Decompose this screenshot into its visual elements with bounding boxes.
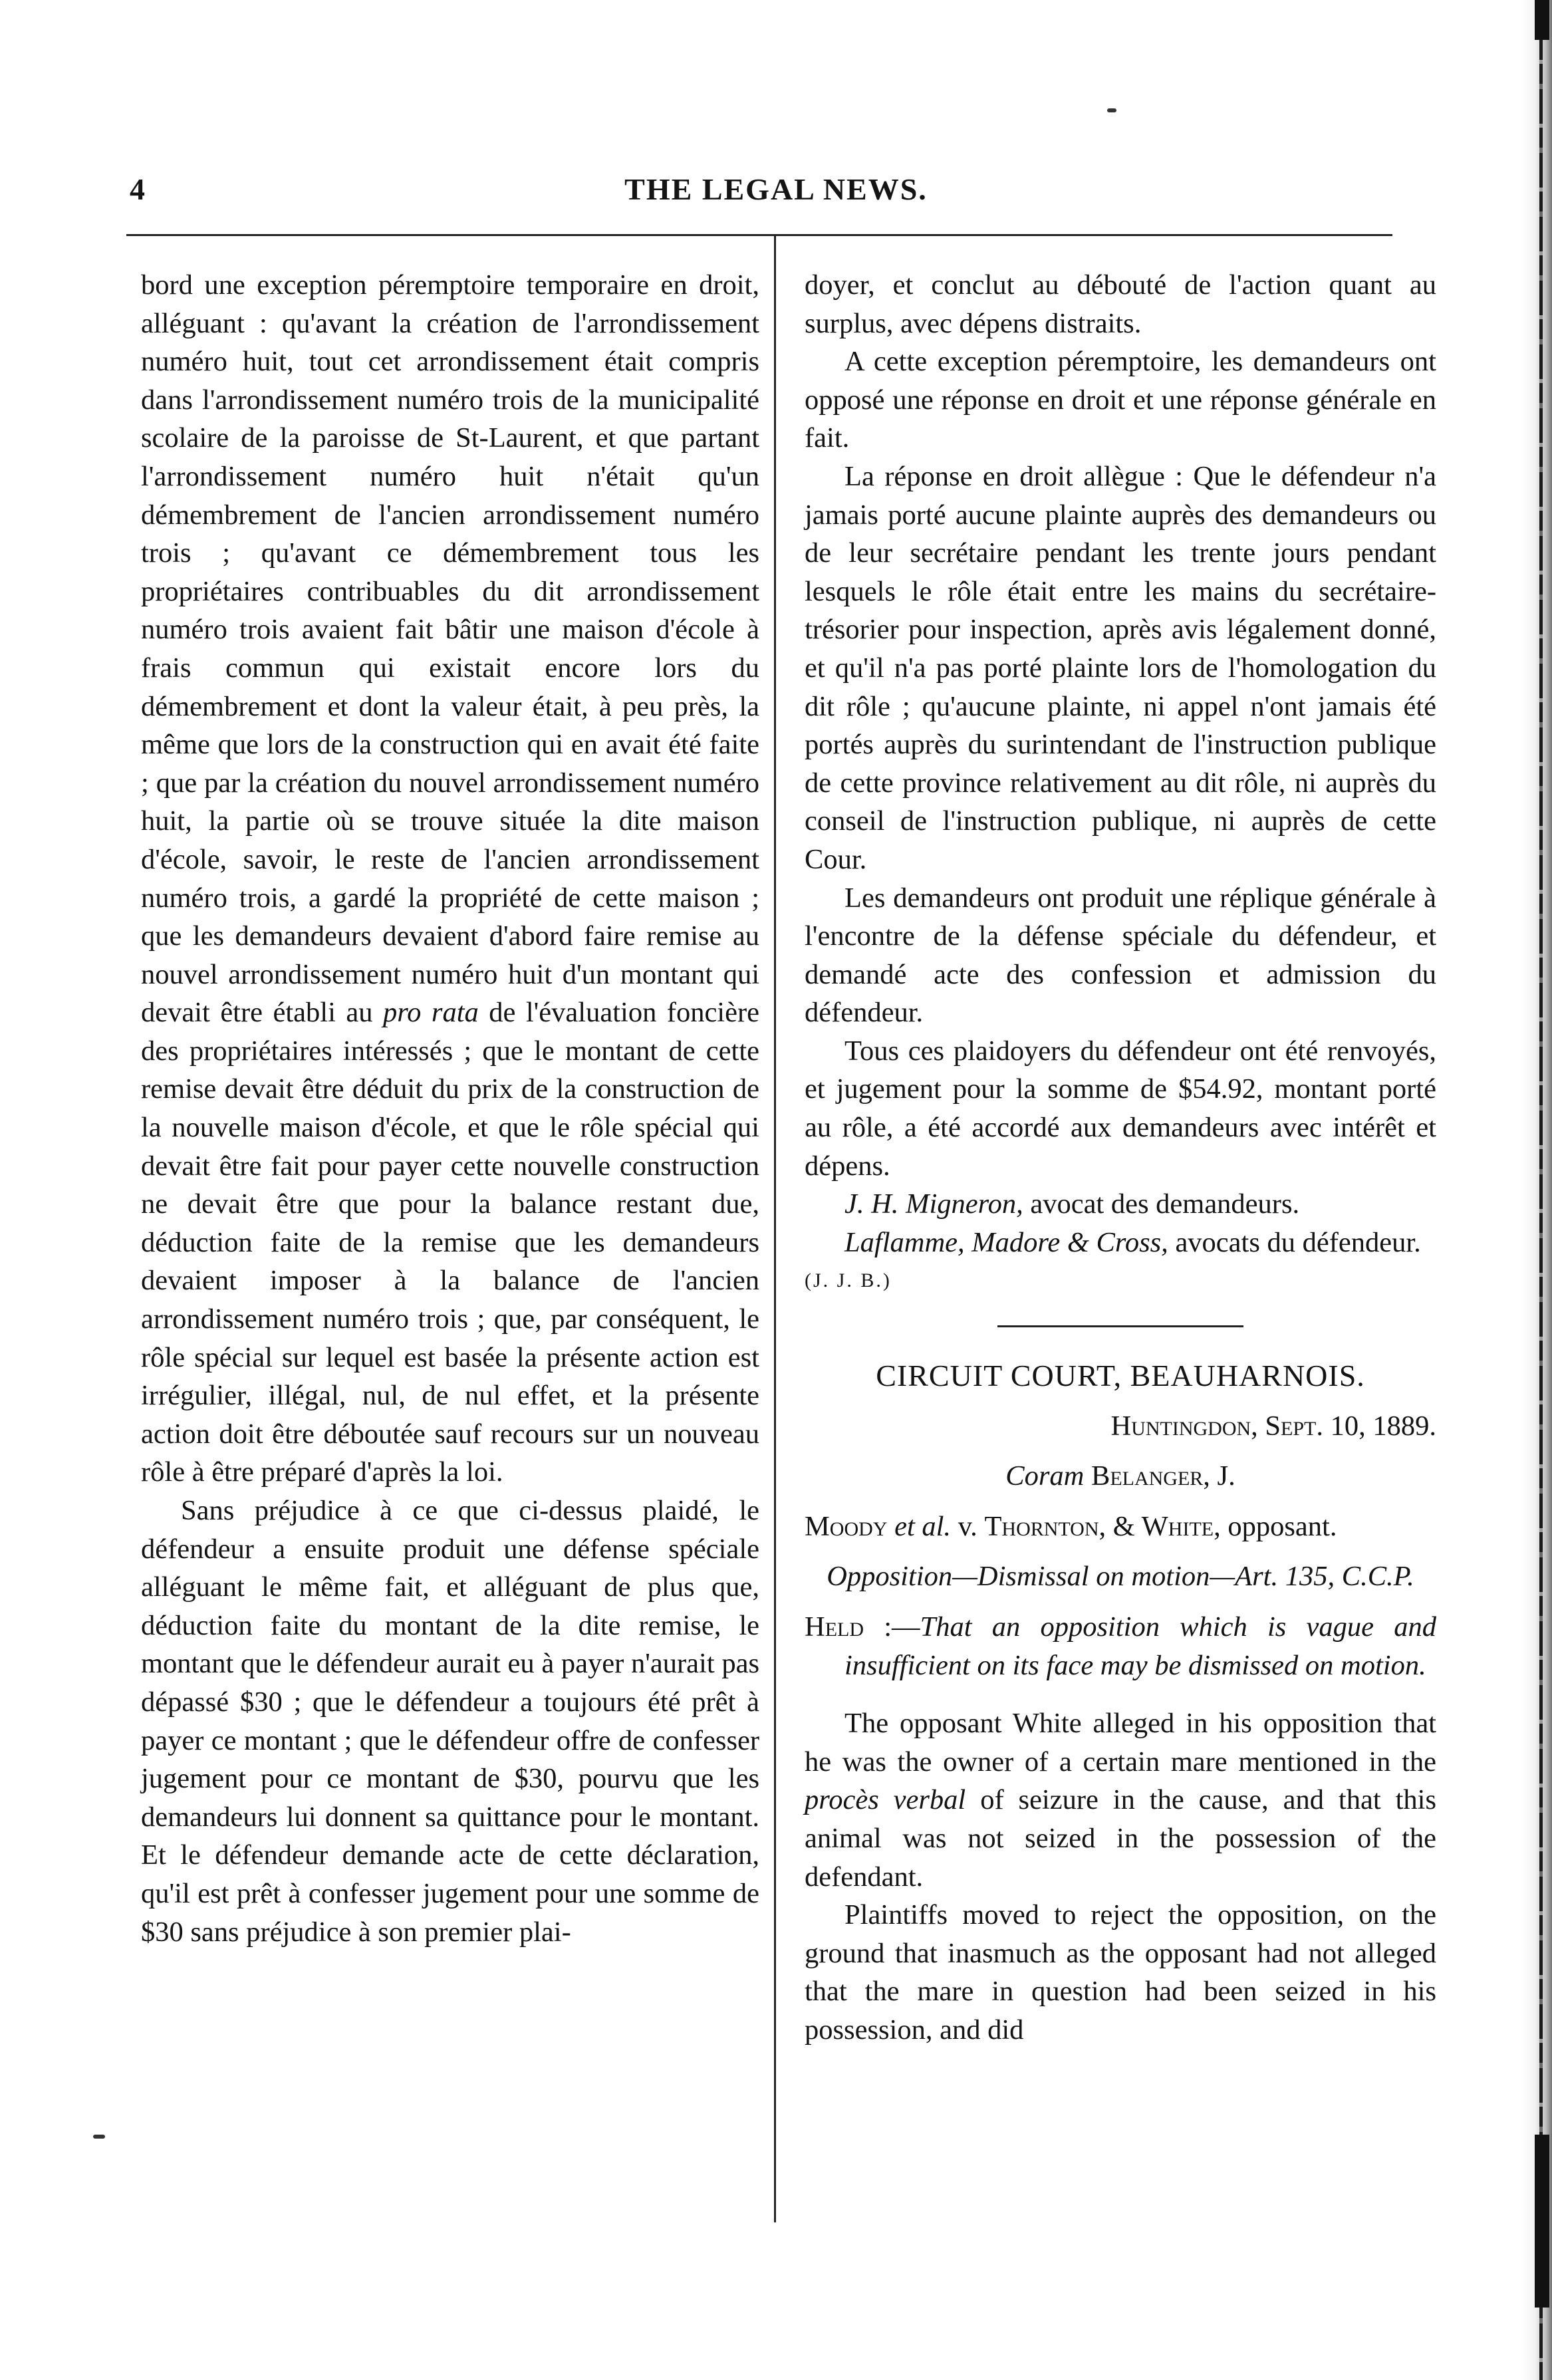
left-column	[141, 266, 759, 1951]
header-rule	[126, 234, 1392, 236]
paragraph: bord une exception péremptoire temporaire en droit, alléguant : qu'avant la création de l'arrondissement numéro huit, tout cet arrondissement était compris dans l'arrondissement numéro trois de la municipalité scolaire de la paroisse de St-Laurent, et que partant l'arrondissement numéro huit n'était qu'un démembrement de l'ancien arrondissement numéro trois ; qu'avant ce démembrement tous les propriétaires contribuables du dit arrondissement numéro trois avaient fait bâtir une maison d'école à frais commun qui existait encore lors du démembrement et dont la valeur était, à peu près, la même que lors de la construction qui en avait été faite ; que par la création du nouvel arrondissement numéro huit, la partie où se trouve située la dite maison d'école, savoir, le reste de l'ancien arrondissement numéro trois, a gardé la propriété de cette maison ; que les demandeurs devaient d'abord faire remise au nouvel arrondissement numéro huit d'un montant qui devait être établi au pro rata de l'évaluation foncière des propriétaires intéressés ; que le montant de cette remise devait être déduit du prix de la construction de la nouvelle maison d'école, et que le rôle spécial qui devait être fait pour payer cette nouvelle construction ne devait être que pour la balance restant due, déduction faite de la remise que les demandeurs devaient imposer à la balance de l'ancien arrondissement numéro trois ; que, par conséquent, le rôle spécial sur lequel est basée la présente action est irrégulier, illégal, nul, de nul effet, et la présente action doit être déboutée sauf recours sur un nouveau rôle à être préparé d'après la loi.	[141, 269, 759, 1488]
column-divider	[774, 234, 776, 2222]
scan-speck	[93, 2135, 105, 2139]
counsel-plaintiffs: J. H. Migneron, avocat des demandeurs.	[844, 1188, 1300, 1220]
spacer	[805, 1684, 1436, 1704]
right-column	[805, 266, 1436, 2049]
paragraph: La réponse en droit allègue : Que le défendeur n'a jamais porté aucune plainte auprès des demandeurs ou de leur secrétaire pendant les trente jours pendant lesquels le rôle était entre les mains du secrétaire-trésorier pour inspection, après avis légalement donné, et qu'il n'a pas porté plainte lors de l'homologation du dit rôle ; qu'aucune plainte, ni appel n'ont jamais été portés auprès du surintendant de l'instruction publique de cette province relativement au dit rôle, ni auprès du conseil de l'instruction publique, ni auprès de cette Cour.	[805, 460, 1436, 875]
counsel-defendant: Laflamme, Madore & Cross, avocats du défendeur.	[844, 1226, 1421, 1258]
case-subject: Opposition—Dismissal on motion—Art. 135, C.C.P.	[827, 1561, 1414, 1593]
paragraph: Sans préjudice à ce que ci-dessus plaidé, le défendeur a ensuite produit une défense spéciale alléguant le même fait, et alléguant de plus que, déduction faite du montant de la dite remise, le montant que le défendeur aurait eu à payer n'aurait pas dépassé $30 ; que le défendeur a toujours été prêt à payer ce montant ; que le défendeur offre de confesser jugement pour ce montant de $30, pourvu que les demandeurs lui donnent sa quittance pour le montant. Et le défendeur demande acte de cette déclaration, qu'il est prêt à confesser jugement pour une somme de $30 sans préjudice à son premier plai-	[141, 1495, 759, 1948]
paragraph: doyer, et conclut au débouté de l'action quant au surplus, avec dépens distraits.	[805, 269, 1436, 339]
paragraph: Les demandeurs ont produit une réplique générale à l'encontre de la défense spéciale du défendeur, et demandé acte des confession et admission du défendeur.	[805, 882, 1436, 1029]
reporter-initials: (J. J. B.)	[805, 1269, 892, 1292]
paragraph: The opposant White alleged in his opposition that he was the owner of a certain mare mentioned in the procès verbal of seizure in the cause, and that this animal was not seized in the possession of the defendant.	[805, 1708, 1436, 1893]
scan-edge-mark	[1535, 2135, 1549, 2308]
paragraph: Tous ces plaidoyers du défendeur ont été renvoyés, et jugement pour la somme de $54.92, montant porté au rôle, a été accordé aux demandeurs avec intérêt et dépens.	[805, 1035, 1436, 1182]
page-number: 4	[130, 172, 145, 206]
court-title: CIRCUIT COURT, BEAUHARNOIS.	[876, 1359, 1365, 1393]
journal-title: THE LEGAL NEWS.	[624, 172, 928, 206]
section-divider	[997, 1325, 1243, 1327]
scan-edge-mark	[1535, 0, 1549, 40]
scan-page-edge-shadow	[1521, 0, 1552, 2380]
held-summary: Held :—That an opposition which is vague and insufficient on its face may be dismissed on motion.	[805, 1611, 1436, 1681]
place-date: Huntingdon, Sept. 10, 1889.	[1110, 1410, 1436, 1442]
coram-line: Coram Belanger, J.	[1005, 1460, 1235, 1492]
scan-speck	[1107, 108, 1116, 112]
paragraph: Plaintiffs moved to reject the opposition, on the ground that inasmuch as the opposant had not alleged that the mare in question had been seized in his possession, and did	[805, 1899, 1436, 2046]
scan-page-edge-line	[1539, 0, 1543, 2380]
case-parties: Moody et al. v. Thornton, & White, opposant.	[805, 1510, 1337, 1542]
paragraph: A cette exception péremptoire, les demandeurs ont opposé une réponse en droit et une réponse générale en fait.	[805, 346, 1436, 454]
